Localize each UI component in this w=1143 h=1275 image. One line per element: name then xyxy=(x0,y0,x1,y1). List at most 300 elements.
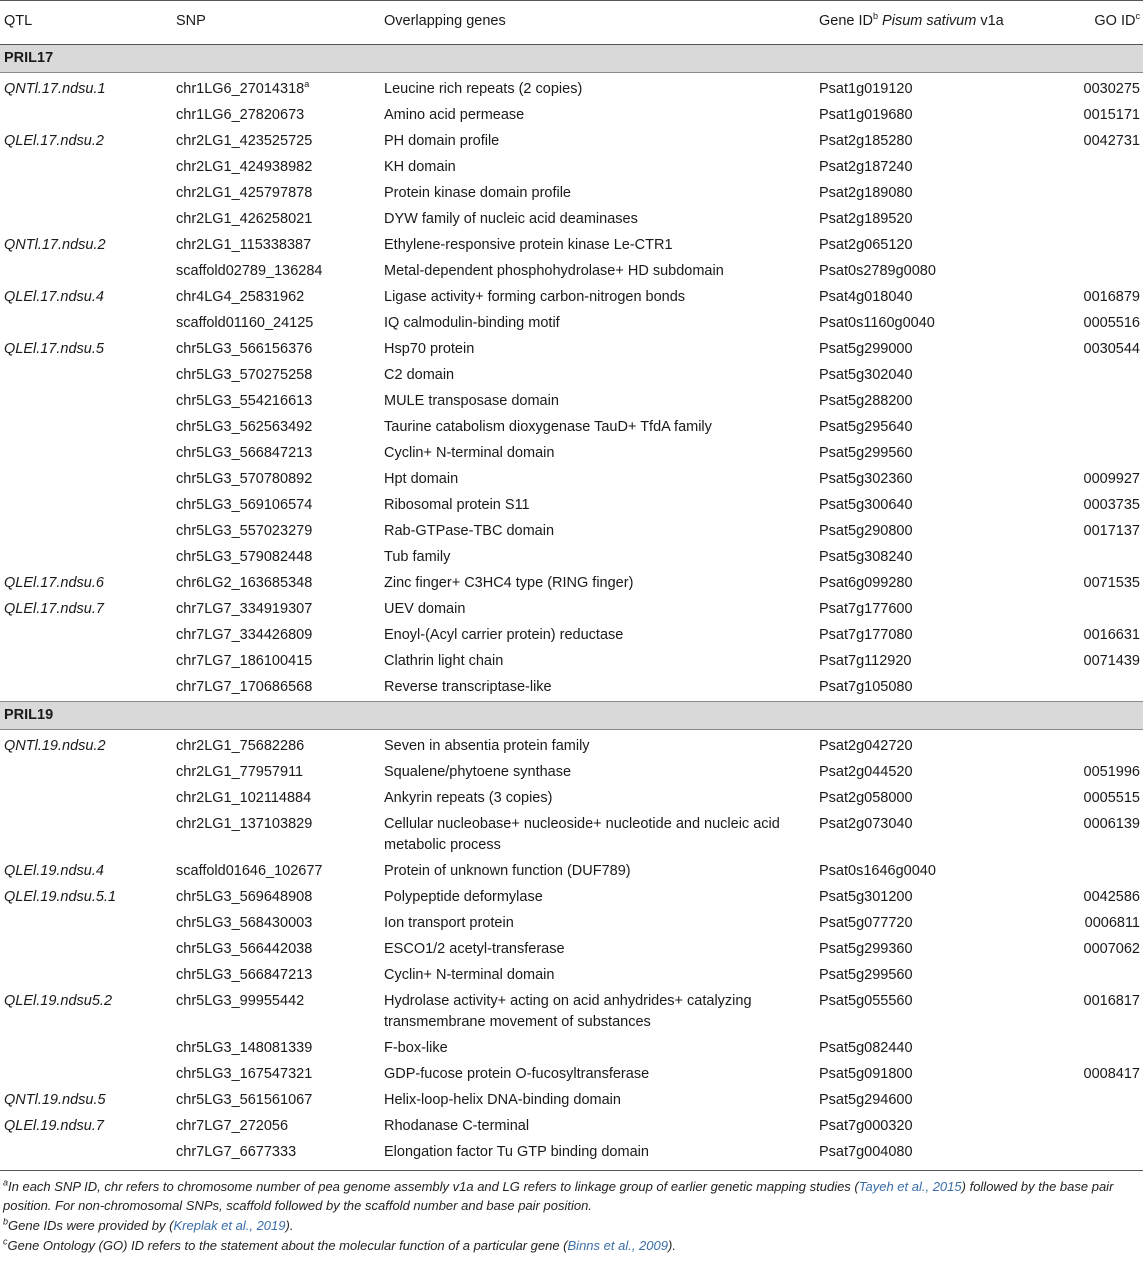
cell-overlapping-gene xyxy=(380,1061,815,1087)
table-row xyxy=(0,181,1143,207)
cell-snp xyxy=(172,415,380,441)
cell-go-id xyxy=(1053,1061,1143,1087)
cell-go-id-text: 0016879 xyxy=(1083,289,1140,305)
cell-go-id xyxy=(1053,936,1143,962)
cell-snp-text: chr2LG1_115338387 xyxy=(176,237,312,253)
cell-qtl xyxy=(0,1087,172,1113)
cell-gene-id-text: Psat2g187240 xyxy=(819,159,913,175)
table-row xyxy=(0,571,1143,597)
cell-go-id xyxy=(1053,259,1143,285)
cell-go-id-text: 0071439 xyxy=(1083,653,1140,669)
table-row xyxy=(0,519,1143,545)
cell-gene-id xyxy=(815,858,1053,884)
cell-go-id xyxy=(1053,233,1143,259)
cell-gene-id-text: Psat1g019680 xyxy=(819,107,913,123)
cell-overlapping-gene xyxy=(380,1035,815,1061)
cell-go-id-text: 0042586 xyxy=(1083,888,1140,905)
header-row xyxy=(0,1,1143,45)
cell-snp xyxy=(172,311,380,337)
cell-gene-id xyxy=(815,73,1053,103)
cell-go-id xyxy=(1053,988,1143,1035)
header-go-id xyxy=(1053,1,1143,45)
cell-snp xyxy=(172,936,380,962)
cell-overlapping-gene-text: F-box-like xyxy=(384,1039,448,1056)
cell-go-id xyxy=(1053,155,1143,181)
cell-snp-text: chr2LG1_75682286 xyxy=(176,737,305,754)
cell-qtl-text: QNTl.17.ndsu.1 xyxy=(4,81,106,97)
cell-go-id xyxy=(1053,389,1143,415)
cell-overlapping-gene-text: Ribosomal protein S11 xyxy=(384,497,530,513)
cell-gene-id-text: Psat5g300640 xyxy=(819,497,913,513)
cell-overlapping-gene-text: Zinc finger+ C3HC4 type (RING finger) xyxy=(384,575,634,591)
footnote-c-citation-link[interactable]: Binns et al., 2009 xyxy=(567,1238,668,1253)
cell-gene-id xyxy=(815,1087,1053,1113)
table-row xyxy=(0,467,1143,493)
cell-snp-text: chr5LG3_99955442 xyxy=(176,992,305,1009)
cell-overlapping-gene xyxy=(380,1113,815,1139)
table-row xyxy=(0,910,1143,936)
cell-overlapping-gene-text: Amino acid permease xyxy=(384,107,525,123)
section-row xyxy=(0,45,1143,73)
cell-gene-id-text: Psat7g105080 xyxy=(819,679,913,695)
table-row xyxy=(0,785,1143,811)
cell-gene-id xyxy=(815,467,1053,493)
cell-go-id xyxy=(1053,597,1143,623)
cell-go-id-text: 0051996 xyxy=(1083,763,1140,780)
cell-snp xyxy=(172,1087,380,1113)
cell-snp-text: chr7LG7_6677333 xyxy=(176,1143,297,1160)
cell-gene-id xyxy=(815,441,1053,467)
cell-gene-id xyxy=(815,962,1053,988)
cell-snp xyxy=(172,623,380,649)
cell-go-id xyxy=(1053,649,1143,675)
cell-gene-id-text: Psat2g189520 xyxy=(819,211,913,227)
cell-snp xyxy=(172,988,380,1035)
cell-snp xyxy=(172,103,380,129)
cell-overlapping-gene xyxy=(380,988,815,1035)
cell-gene-id xyxy=(815,884,1053,910)
cell-go-id xyxy=(1053,571,1143,597)
cell-snp-text: chr7LG7_334919307 xyxy=(176,601,313,617)
header-gene-id-sup: b xyxy=(873,11,879,22)
cell-go-id-text: 0005516 xyxy=(1083,315,1140,331)
cell-overlapping-gene-text: MULE transposase domain xyxy=(384,393,559,409)
cell-snp-text: chr2LG1_424938982 xyxy=(176,159,313,175)
cell-gene-id xyxy=(815,571,1053,597)
table-row xyxy=(0,415,1143,441)
cell-go-id xyxy=(1053,73,1143,103)
cell-overlapping-gene xyxy=(380,519,815,545)
cell-overlapping-gene-text: Cyclin+ N-terminal domain xyxy=(384,445,555,461)
cell-snp xyxy=(172,910,380,936)
table-row xyxy=(0,858,1143,884)
cell-gene-id xyxy=(815,1139,1053,1165)
cell-gene-id xyxy=(815,493,1053,519)
cell-overlapping-gene xyxy=(380,623,815,649)
table-row xyxy=(0,441,1143,467)
cell-snp-footnote-marker: a xyxy=(304,79,310,90)
cell-gene-id xyxy=(815,285,1053,311)
cell-gene-id xyxy=(815,623,1053,649)
cell-go-id xyxy=(1053,1113,1143,1139)
cell-qtl xyxy=(0,259,172,285)
cell-go-id xyxy=(1053,415,1143,441)
cell-overlapping-gene-text: KH domain xyxy=(384,159,456,175)
cell-gene-id xyxy=(815,1113,1053,1139)
cell-snp-text: chr6LG2_163685348 xyxy=(176,575,313,591)
cell-qtl xyxy=(0,936,172,962)
header-go-id-label: GO ID xyxy=(1094,13,1136,29)
cell-overlapping-gene xyxy=(380,337,815,363)
cell-qtl xyxy=(0,1139,172,1165)
cell-go-id xyxy=(1053,729,1143,759)
cell-snp xyxy=(172,207,380,233)
footnote-b xyxy=(3,1216,1141,1235)
table-row xyxy=(0,988,1143,1035)
cell-snp-text: chr5LG3_569106574 xyxy=(176,497,313,513)
cell-overlapping-gene-text: ESCO1/2 acetyl-transferase xyxy=(384,940,565,957)
cell-gene-id xyxy=(815,759,1053,785)
header-genes: Overlapping genes xyxy=(380,1,815,45)
cell-overlapping-gene xyxy=(380,858,815,884)
footnote-c-text-before: Gene Ontology (GO) ID refers to the statement about the molecular function of a particular gene ( xyxy=(7,1238,568,1253)
footnote-b-citation-link[interactable]: Kreplak et al., 2019 xyxy=(173,1218,286,1233)
cell-gene-id-text: Psat2g042720 xyxy=(819,737,913,754)
cell-snp xyxy=(172,519,380,545)
cell-go-id xyxy=(1053,467,1143,493)
cell-overlapping-gene-text: Leucine rich repeats (2 copies) xyxy=(384,81,583,97)
cell-go-id-text: 0006811 xyxy=(1084,914,1140,931)
cell-snp xyxy=(172,785,380,811)
cell-overlapping-gene xyxy=(380,884,815,910)
cell-overlapping-gene-text: Enoyl-(Acyl carrier protein) reductase xyxy=(384,627,624,643)
cell-gene-id-text: Psat5g091800 xyxy=(819,1065,913,1082)
cell-gene-id-text: Psat5g055560 xyxy=(819,992,913,1009)
cell-go-id-text: 0008417 xyxy=(1083,1065,1140,1082)
cell-qtl xyxy=(0,415,172,441)
cell-qtl-text: QNTl.19.ndsu.5 xyxy=(4,1091,106,1108)
cell-gene-id xyxy=(815,207,1053,233)
table-row xyxy=(0,597,1143,623)
cell-overlapping-gene xyxy=(380,1139,815,1165)
cell-snp xyxy=(172,1113,380,1139)
cell-snp-text: chr5LG3_561561067 xyxy=(176,1091,313,1108)
cell-snp-text: chr1LG6_27820673 xyxy=(176,107,305,123)
cell-overlapping-gene-text: PH domain profile xyxy=(384,133,500,149)
cell-go-id-text: 0007062 xyxy=(1083,940,1140,957)
cell-snp xyxy=(172,259,380,285)
cell-overlapping-gene xyxy=(380,1087,815,1113)
cell-qtl-text: QLEl.17.ndsu.5 xyxy=(4,341,104,357)
cell-overlapping-gene xyxy=(380,233,815,259)
cell-qtl xyxy=(0,811,172,858)
footnote-a-marker: a xyxy=(3,1177,9,1188)
cell-gene-id-text: Psat2g073040 xyxy=(819,815,913,832)
cell-gene-id xyxy=(815,155,1053,181)
cell-overlapping-gene xyxy=(380,597,815,623)
footnote-b-text-after: ). xyxy=(285,1218,294,1233)
cell-qtl xyxy=(0,545,172,571)
footnote-a xyxy=(3,1177,1141,1215)
footnote-b-text-before: Gene IDs were provided by ( xyxy=(8,1218,174,1233)
cell-gene-id xyxy=(815,597,1053,623)
table-row xyxy=(0,73,1143,103)
cell-qtl xyxy=(0,441,172,467)
cell-overlapping-gene-text: Seven in absentia protein family xyxy=(384,737,590,754)
cell-overlapping-gene-text: Squalene/phytoene synthase xyxy=(384,763,572,780)
header-qtl: QTL xyxy=(0,1,172,45)
table-row xyxy=(0,936,1143,962)
cell-snp-text: chr5LG3_554216613 xyxy=(176,393,313,409)
cell-qtl-text: QLEl.17.ndsu.7 xyxy=(4,601,104,617)
cell-qtl xyxy=(0,597,172,623)
cell-gene-id-text: Psat0s1646g0040 xyxy=(819,862,936,879)
cell-gene-id-text: Psat5g302040 xyxy=(819,367,913,383)
cell-gene-id xyxy=(815,910,1053,936)
cell-snp xyxy=(172,1035,380,1061)
cell-go-id-text: 0030275 xyxy=(1083,81,1140,97)
table-row xyxy=(0,1035,1143,1061)
cell-go-id-text: 0030544 xyxy=(1083,341,1140,357)
cell-snp-text: chr1LG6_27014318 xyxy=(176,81,305,97)
cell-snp-text: chr5LG3_566847213 xyxy=(176,445,313,461)
cell-snp xyxy=(172,759,380,785)
cell-snp xyxy=(172,285,380,311)
table-row xyxy=(0,729,1143,759)
cell-gene-id-text: Psat0s1160g0040 xyxy=(819,315,935,331)
cell-gene-id xyxy=(815,259,1053,285)
cell-go-id-text: 0016631 xyxy=(1083,627,1140,643)
cell-snp xyxy=(172,441,380,467)
cell-go-id xyxy=(1053,311,1143,337)
cell-go-id-text: 0003735 xyxy=(1083,497,1140,513)
cell-qtl xyxy=(0,785,172,811)
cell-snp xyxy=(172,1139,380,1165)
cell-gene-id xyxy=(815,675,1053,702)
cell-go-id xyxy=(1053,337,1143,363)
cell-overlapping-gene-text: Reverse transcriptase-like xyxy=(384,679,552,695)
footnote-a-citation-link[interactable]: Tayeh et al., 2015 xyxy=(858,1179,962,1194)
cell-go-id xyxy=(1053,363,1143,389)
cell-go-id xyxy=(1053,441,1143,467)
cell-snp xyxy=(172,129,380,155)
cell-snp xyxy=(172,597,380,623)
cell-gene-id-text: Psat5g299360 xyxy=(819,940,913,957)
cell-go-id xyxy=(1053,811,1143,858)
cell-snp-text: scaffold01646_102677 xyxy=(176,862,323,879)
cell-gene-id xyxy=(815,181,1053,207)
cell-overlapping-gene-text: DYW family of nucleic acid deaminases xyxy=(384,211,638,227)
cell-go-id-text: 0071535 xyxy=(1083,575,1140,591)
cell-qtl xyxy=(0,571,172,597)
cell-overlapping-gene-text: Protein kinase domain profile xyxy=(384,185,571,201)
cell-qtl xyxy=(0,155,172,181)
cell-snp xyxy=(172,389,380,415)
cell-overlapping-gene xyxy=(380,129,815,155)
cell-go-id xyxy=(1053,1087,1143,1113)
cell-go-id xyxy=(1053,785,1143,811)
cell-gene-id xyxy=(815,1035,1053,1061)
cell-overlapping-gene xyxy=(380,571,815,597)
cell-qtl xyxy=(0,73,172,103)
header-gene-id-prefix: Gene ID xyxy=(819,13,873,29)
cell-overlapping-gene xyxy=(380,73,815,103)
cell-snp xyxy=(172,571,380,597)
cell-go-id xyxy=(1053,207,1143,233)
cell-overlapping-gene-text: C2 domain xyxy=(384,367,455,383)
table-row xyxy=(0,337,1143,363)
cell-overlapping-gene xyxy=(380,181,815,207)
cell-gene-id-text: Psat5g301200 xyxy=(819,888,913,905)
cell-snp xyxy=(172,884,380,910)
table-row xyxy=(0,649,1143,675)
cell-snp-text: chr5LG3_566442038 xyxy=(176,940,313,957)
cell-gene-id-text: Psat2g189080 xyxy=(819,185,913,201)
table-row xyxy=(0,259,1143,285)
cell-gene-id xyxy=(815,729,1053,759)
cell-snp-text: chr7LG7_186100415 xyxy=(176,653,313,669)
cell-overlapping-gene-text: Metal-dependent phosphohydrolase+ HD subdomain xyxy=(384,263,724,279)
cell-overlapping-gene xyxy=(380,285,815,311)
cell-overlapping-gene xyxy=(380,415,815,441)
cell-go-id xyxy=(1053,519,1143,545)
cell-overlapping-gene-text: Ion transport protein xyxy=(384,914,514,931)
table-row xyxy=(0,155,1143,181)
cell-snp xyxy=(172,649,380,675)
cell-snp-text: chr2LG1_426258021 xyxy=(176,211,313,227)
cell-qtl xyxy=(0,962,172,988)
cell-snp xyxy=(172,962,380,988)
cell-go-id xyxy=(1053,675,1143,702)
cell-qtl-text: QLEl.19.ndsu5.2 xyxy=(4,992,113,1009)
footnote-b-marker: b xyxy=(3,1216,9,1227)
cell-gene-id-text: Psat4g018040 xyxy=(819,289,913,305)
cell-overlapping-gene xyxy=(380,649,815,675)
cell-gene-id xyxy=(815,545,1053,571)
cell-go-id xyxy=(1053,1139,1143,1165)
section-title: PRIL17 xyxy=(0,45,1143,73)
cell-gene-id-text: Psat5g082440 xyxy=(819,1039,913,1056)
footnotes xyxy=(0,1170,1143,1255)
cell-go-id xyxy=(1053,285,1143,311)
cell-snp xyxy=(172,811,380,858)
cell-qtl xyxy=(0,1113,172,1139)
cell-gene-id-text: Psat5g308240 xyxy=(819,549,913,565)
cell-snp xyxy=(172,467,380,493)
cell-snp-text: chr5LG3_569648908 xyxy=(176,888,313,905)
cell-overlapping-gene xyxy=(380,675,815,702)
cell-snp-text: scaffold02789_136284 xyxy=(176,263,323,279)
cell-snp-text: chr5LG3_557023279 xyxy=(176,523,313,539)
cell-qtl xyxy=(0,649,172,675)
cell-go-id xyxy=(1053,910,1143,936)
cell-overlapping-gene xyxy=(380,389,815,415)
cell-gene-id-text: Psat5g288200 xyxy=(819,393,913,409)
cell-gene-id xyxy=(815,811,1053,858)
cell-go-id xyxy=(1053,623,1143,649)
cell-snp-text: scaffold01160_24125 xyxy=(176,315,314,331)
table-row xyxy=(0,389,1143,415)
cell-snp-text: chr2LG1_77957911 xyxy=(176,763,304,780)
cell-qtl-text: QNTl.19.ndsu.2 xyxy=(4,737,106,754)
cell-snp-text: chr7LG7_334426809 xyxy=(176,627,313,643)
footnote-c-marker: c xyxy=(3,1236,8,1247)
cell-gene-id-text: Psat5g299000 xyxy=(819,341,913,357)
cell-overlapping-gene xyxy=(380,910,815,936)
table-row xyxy=(0,962,1143,988)
cell-overlapping-gene-text: IQ calmodulin-binding motif xyxy=(384,315,560,331)
cell-overlapping-gene xyxy=(380,441,815,467)
cell-gene-id-text: Psat5g302360 xyxy=(819,471,913,487)
cell-qtl xyxy=(0,1035,172,1061)
cell-gene-id xyxy=(815,519,1053,545)
cell-gene-id-text: Psat0s2789g0080 xyxy=(819,263,936,279)
header-gene-id-suffix: v1a xyxy=(976,13,1004,29)
cell-overlapping-gene-text: Polypeptide deformylase xyxy=(384,888,543,905)
cell-qtl xyxy=(0,988,172,1035)
cell-overlapping-gene xyxy=(380,936,815,962)
cell-overlapping-gene-text: Ankyrin repeats (3 copies) xyxy=(384,789,553,806)
cell-snp-text: chr7LG7_272056 xyxy=(176,1117,289,1134)
cell-go-id-text: 0016817 xyxy=(1083,992,1140,1009)
table-row xyxy=(0,623,1143,649)
cell-gene-id-text: Psat5g290800 xyxy=(819,523,913,539)
cell-overlapping-gene-text: Helix-loop-helix DNA-binding domain xyxy=(384,1091,621,1108)
cell-overlapping-gene-text: Clathrin light chain xyxy=(384,653,504,669)
cell-gene-id-text: Psat7g177080 xyxy=(819,627,913,643)
header-gene-id-species: Pisum sativum xyxy=(882,13,977,29)
cell-snp xyxy=(172,545,380,571)
cell-snp xyxy=(172,363,380,389)
cell-snp xyxy=(172,73,380,103)
cell-snp xyxy=(172,155,380,181)
cell-go-id xyxy=(1053,493,1143,519)
cell-qtl xyxy=(0,207,172,233)
cell-gene-id xyxy=(815,311,1053,337)
cell-overlapping-gene-text: Rhodanase C-terminal xyxy=(384,1117,530,1134)
cell-gene-id-text: Psat7g000320 xyxy=(819,1117,913,1134)
cell-gene-id xyxy=(815,363,1053,389)
cell-qtl xyxy=(0,181,172,207)
cell-go-id xyxy=(1053,962,1143,988)
table-row xyxy=(0,285,1143,311)
cell-gene-id xyxy=(815,415,1053,441)
header-snp: SNP xyxy=(172,1,380,45)
cell-gene-id-text: Psat2g044520 xyxy=(819,763,913,780)
cell-go-id xyxy=(1053,759,1143,785)
table-row xyxy=(0,493,1143,519)
cell-qtl xyxy=(0,285,172,311)
cell-qtl xyxy=(0,103,172,129)
cell-snp-text: chr5LG3_570780892 xyxy=(176,471,313,487)
header-go-id-sup: c xyxy=(1135,11,1140,22)
cell-go-id-text: 0006139 xyxy=(1083,815,1140,832)
cell-overlapping-gene xyxy=(380,207,815,233)
cell-qtl-text: QNTl.17.ndsu.2 xyxy=(4,237,106,253)
cell-qtl xyxy=(0,493,172,519)
cell-snp-text: chr4LG4_25831962 xyxy=(176,289,305,305)
cell-snp xyxy=(172,181,380,207)
table-row xyxy=(0,884,1143,910)
cell-gene-id xyxy=(815,1061,1053,1087)
cell-gene-id xyxy=(815,988,1053,1035)
cell-go-id-text: 0009927 xyxy=(1083,471,1140,487)
table-row xyxy=(0,207,1143,233)
cell-gene-id-text: Psat7g112920 xyxy=(819,653,912,669)
cell-overlapping-gene xyxy=(380,785,815,811)
cell-qtl xyxy=(0,129,172,155)
cell-qtl xyxy=(0,363,172,389)
